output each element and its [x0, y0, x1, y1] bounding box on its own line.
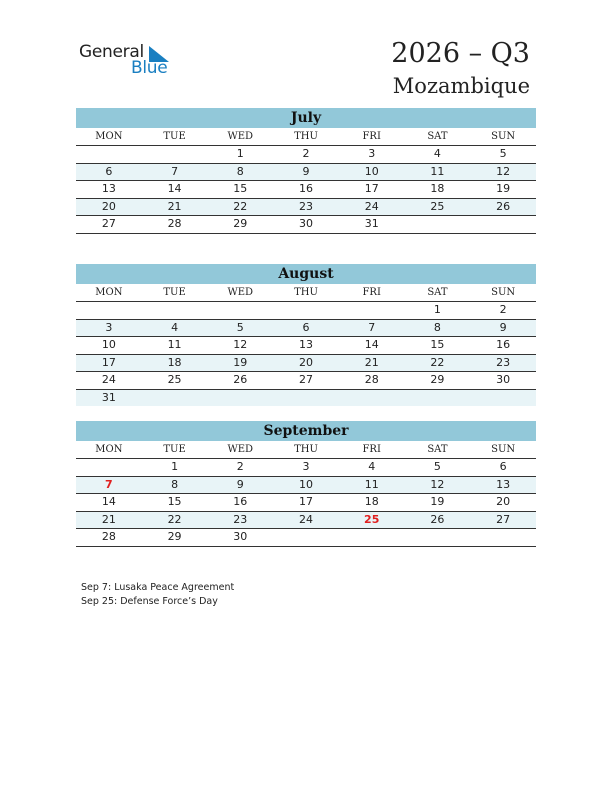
day-cell: 18 [405, 181, 471, 199]
day-cell [470, 216, 536, 234]
week-row [76, 390, 536, 407]
week-row [76, 372, 536, 390]
logo [79, 42, 179, 82]
week-row [76, 494, 536, 512]
weekday-label: TUE [142, 441, 208, 459]
day-cell [76, 146, 142, 164]
day-cell: 5 [405, 459, 471, 477]
day-cell: 21 [76, 512, 142, 530]
weekday-label: WED [207, 128, 273, 146]
day-cell: 8 [405, 320, 471, 338]
day-cell: 26 [470, 199, 536, 217]
week-row [76, 146, 536, 164]
weekday-row [76, 441, 536, 459]
day-cell: 28 [76, 529, 142, 547]
day-cell: 27 [76, 216, 142, 234]
day-cell: 27 [470, 512, 536, 530]
weekday-label: SAT [405, 441, 471, 459]
weekday-label: TUE [142, 284, 208, 302]
week-row [76, 355, 536, 373]
day-cell: 4 [142, 320, 208, 338]
day-cell [142, 390, 208, 407]
day-cell: 25 [405, 199, 471, 217]
day-cell: 8 [142, 477, 208, 495]
weekday-label: SUN [470, 441, 536, 459]
week-row [76, 512, 536, 530]
day-cell: 31 [76, 390, 142, 407]
month-august [76, 264, 536, 406]
day-cell: 17 [273, 494, 339, 512]
day-cell [470, 529, 536, 547]
week-row [76, 320, 536, 338]
day-cell: 15 [142, 494, 208, 512]
day-cell: 29 [405, 372, 471, 390]
day-cell: 30 [207, 529, 273, 547]
day-cell: 21 [142, 199, 208, 217]
day-cell: 18 [142, 355, 208, 373]
weekday-row [76, 128, 536, 146]
holiday-note: Sep 7: Lusaka Peace Agreement [81, 582, 235, 593]
month-header: September [76, 421, 536, 441]
day-cell: 5 [470, 146, 536, 164]
weekday-label: SUN [470, 284, 536, 302]
day-cell: 16 [273, 181, 339, 199]
day-cell: 30 [470, 372, 536, 390]
weekday-label: THU [273, 441, 339, 459]
day-cell: 9 [470, 320, 536, 338]
month-july [76, 108, 536, 234]
week-row [76, 164, 536, 182]
day-cell: 28 [142, 216, 208, 234]
day-cell [405, 216, 471, 234]
page-title: 2026 – Q3 [391, 38, 530, 69]
week-row [76, 477, 536, 495]
day-cell: 19 [470, 181, 536, 199]
day-cell [273, 390, 339, 407]
weekday-label: SAT [405, 128, 471, 146]
weekday-label: SAT [405, 284, 471, 302]
day-cell: 24 [76, 372, 142, 390]
logo-blue-text: Blue [131, 58, 168, 78]
day-cell [142, 146, 208, 164]
day-cell: 23 [273, 199, 339, 217]
day-cell: 30 [273, 216, 339, 234]
logo-general-text: General [79, 42, 144, 62]
day-cell [405, 390, 471, 407]
weeks [76, 302, 536, 406]
day-cell: 23 [207, 512, 273, 530]
day-cell: 9 [273, 164, 339, 182]
day-cell: 22 [207, 199, 273, 217]
weekday-label: FRI [339, 128, 405, 146]
day-cell: 3 [76, 320, 142, 338]
day-cell: 10 [273, 477, 339, 495]
day-cell: 10 [76, 337, 142, 355]
day-cell [405, 529, 471, 547]
week-row [76, 199, 536, 217]
day-cell: 1 [405, 302, 471, 320]
day-cell: 12 [470, 164, 536, 182]
weekday-label: TUE [142, 128, 208, 146]
week-row [76, 459, 536, 477]
weekday-label: THU [273, 128, 339, 146]
day-cell [273, 529, 339, 547]
day-cell [273, 302, 339, 320]
day-cell: 4 [405, 146, 471, 164]
month-header: July [76, 108, 536, 128]
weekday-label: WED [207, 441, 273, 459]
day-cell: 25 [142, 372, 208, 390]
day-cell: 29 [142, 529, 208, 547]
day-cell: 6 [470, 459, 536, 477]
day-cell: 12 [405, 477, 471, 495]
day-cell: 11 [405, 164, 471, 182]
holiday-notes [81, 581, 234, 609]
day-cell: 7 [339, 320, 405, 338]
weekday-label: MON [76, 284, 142, 302]
week-row [76, 216, 536, 234]
day-cell: 10 [339, 164, 405, 182]
day-cell: 28 [339, 372, 405, 390]
day-cell: 16 [470, 337, 536, 355]
day-cell: 26 [207, 372, 273, 390]
weekday-label: FRI [339, 284, 405, 302]
day-cell: 2 [470, 302, 536, 320]
day-cell: 19 [207, 355, 273, 373]
weeks [76, 146, 536, 234]
day-cell: 26 [405, 512, 471, 530]
day-cell [207, 302, 273, 320]
week-row [76, 529, 536, 547]
day-cell: 16 [207, 494, 273, 512]
day-cell: 22 [142, 512, 208, 530]
day-cell [142, 302, 208, 320]
day-cell: 11 [142, 337, 208, 355]
day-cell: 13 [470, 477, 536, 495]
day-cell: 2 [207, 459, 273, 477]
week-row [76, 337, 536, 355]
holiday-day-cell: 25 [339, 512, 405, 530]
day-cell: 7 [142, 164, 208, 182]
day-cell: 6 [273, 320, 339, 338]
day-cell: 29 [207, 216, 273, 234]
holiday-note: Sep 25: Defense Force’s Day [81, 596, 218, 607]
day-cell [76, 459, 142, 477]
day-cell: 4 [339, 459, 405, 477]
day-cell [470, 390, 536, 407]
day-cell: 3 [339, 146, 405, 164]
holiday-day-cell: 7 [76, 477, 142, 495]
month-september [76, 421, 536, 547]
weekday-label: MON [76, 441, 142, 459]
day-cell: 13 [273, 337, 339, 355]
day-cell: 5 [207, 320, 273, 338]
day-cell [207, 390, 273, 407]
day-cell: 27 [273, 372, 339, 390]
day-cell: 20 [76, 199, 142, 217]
day-cell: 24 [339, 199, 405, 217]
day-cell: 20 [470, 494, 536, 512]
day-cell: 8 [207, 164, 273, 182]
day-cell: 24 [273, 512, 339, 530]
weekday-label: WED [207, 284, 273, 302]
day-cell: 18 [339, 494, 405, 512]
day-cell [339, 529, 405, 547]
weeks [76, 459, 536, 547]
day-cell: 6 [76, 164, 142, 182]
weekday-label: THU [273, 284, 339, 302]
month-header: August [76, 264, 536, 284]
day-cell [76, 302, 142, 320]
day-cell: 15 [405, 337, 471, 355]
day-cell: 17 [76, 355, 142, 373]
day-cell [339, 390, 405, 407]
day-cell [339, 302, 405, 320]
page-subtitle: Mozambique [392, 74, 530, 98]
day-cell: 3 [273, 459, 339, 477]
day-cell: 14 [76, 494, 142, 512]
day-cell: 21 [339, 355, 405, 373]
day-cell: 11 [339, 477, 405, 495]
day-cell: 20 [273, 355, 339, 373]
day-cell: 22 [405, 355, 471, 373]
day-cell: 13 [76, 181, 142, 199]
weekday-label: MON [76, 128, 142, 146]
day-cell: 15 [207, 181, 273, 199]
day-cell: 17 [339, 181, 405, 199]
day-cell: 14 [339, 337, 405, 355]
day-cell: 2 [273, 146, 339, 164]
weekday-label: FRI [339, 441, 405, 459]
weekday-row [76, 284, 536, 302]
day-cell: 23 [470, 355, 536, 373]
day-cell: 1 [207, 146, 273, 164]
day-cell: 14 [142, 181, 208, 199]
day-cell: 19 [405, 494, 471, 512]
day-cell: 9 [207, 477, 273, 495]
day-cell: 31 [339, 216, 405, 234]
day-cell: 12 [207, 337, 273, 355]
week-row [76, 302, 536, 320]
day-cell: 1 [142, 459, 208, 477]
week-row [76, 181, 536, 199]
weekday-label: SUN [470, 128, 536, 146]
